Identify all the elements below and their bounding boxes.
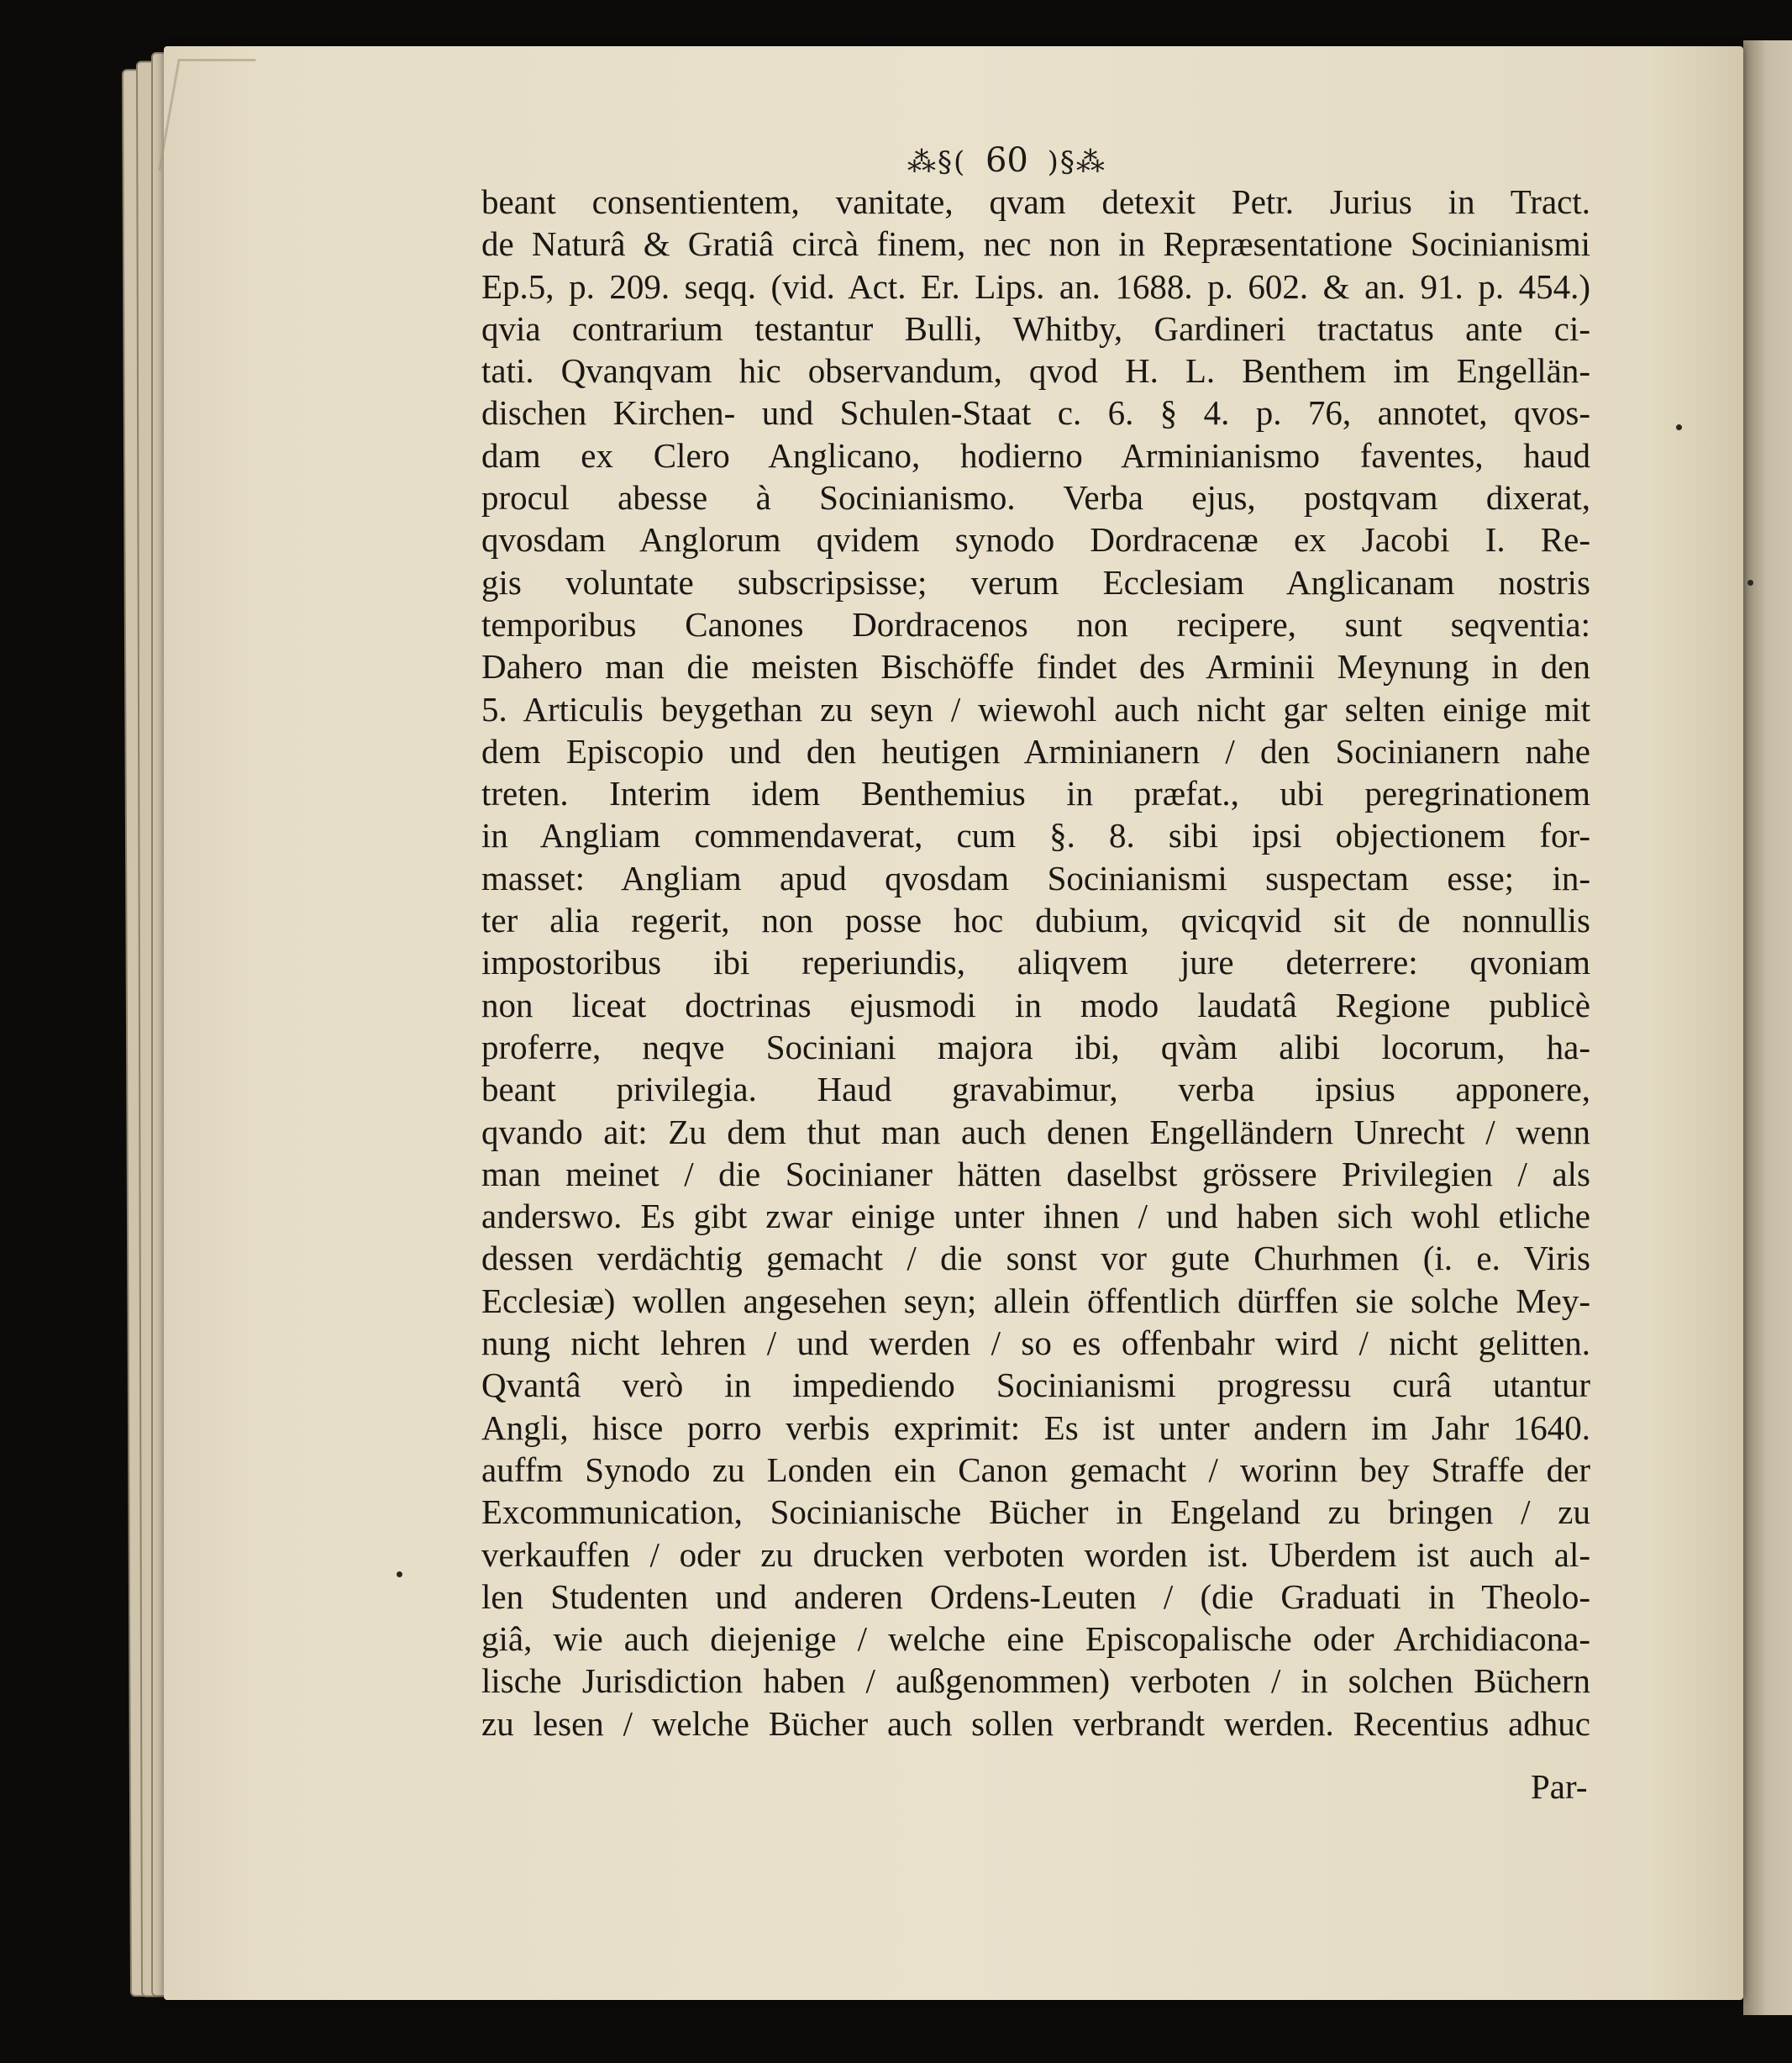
- text-line: 5. Articulis beygethan zu seyn / wiewohl auch nicht gar selten einige mit: [481, 689, 1590, 729]
- text-line: beant consentientem, vanitate, qvam detexit Petr. Jurius in Tract.: [481, 182, 1590, 221]
- page-header: [907, 141, 1106, 180]
- text-line: temporibus Canones Dordracenos non recipere, sunt seqventia:: [481, 604, 1590, 644]
- text-line: tati. Qvanqvam hic observandum, qvod H. L. Benthem im Engellän-: [481, 351, 1590, 391]
- text-line: dem Episcopio und den heutigen Arminianern / den Socinianern nahe: [481, 731, 1590, 771]
- text-line: de Naturâ & Gratiâ circà finem, nec non in Repræsentatione Socinianismi: [481, 224, 1590, 264]
- text-line: qvosdam Anglorum qvidem synodo Dordracenæ ex Jacobi I. Re-: [481, 520, 1590, 560]
- text-line: len Studenten und anderen Ordens-Leuten / (die Graduati in Theolo-: [481, 1576, 1590, 1616]
- ink-speck: [1747, 580, 1753, 586]
- text-line: Ep.5, p. 209. seqq. (vid. Act. Er. Lips. an. 1688. p. 602. & an. 91. p. 454.): [481, 266, 1590, 306]
- text-line: treten. Interim idem Benthemius in præfat., ubi peregrinationem: [481, 774, 1590, 813]
- text-line: giâ, wie auch diejenige / welche eine Episcopalische oder Archidiacona-: [481, 1619, 1590, 1659]
- text-line: beant privilegia. Haud gravabimur, verba ipsius apponere,: [481, 1070, 1590, 1109]
- text-line: Angli, hisce porro verbis exprimit: Es ist unter andern im Jahr 1640.: [481, 1408, 1590, 1447]
- text-line: dischen Kirchen- und Schulen-Staat c. 6. § 4. p. 76, annotet, qvos-: [481, 393, 1590, 433]
- text-line: auffm Synodo zu Londen ein Canon gemacht / worinn bey Straffe der: [481, 1450, 1590, 1489]
- text-line: Ecclesiæ) wollen angesehen seyn; allein öffentlich dürffen sie solche Mey-: [481, 1281, 1590, 1320]
- text-line: qvando ait: Zu dem thut man auch denen Engelländern Unrecht / wenn: [481, 1112, 1590, 1151]
- header-ornament-left: ⁂§(: [907, 145, 967, 179]
- text-line: masset: Angliam apud qvosdam Socinianismi suspectam esse; in-: [481, 858, 1590, 897]
- text-line: qvia contrarium testantur Bulli, Whitby, Gardineri tractatus ante ci-: [481, 308, 1590, 348]
- text-line: dam ex Clero Anglicano, hodierno Arminianismo faventes, haud: [481, 435, 1590, 475]
- ink-speck: [397, 1571, 402, 1577]
- body-text: [481, 181, 1590, 1745]
- text-line: Qvantâ verò in impediendo Socinianismi progressu curâ utantur: [481, 1366, 1590, 1405]
- header-ornament-right: )§⁂: [1047, 145, 1106, 179]
- text-line: lische Jurisdiction haben / außgenommen) verboten / in solchen Büchern: [481, 1661, 1590, 1701]
- text-line: anderswo. Es gibt zwar einige unter ihnen / und haben sich wohl etliche: [481, 1197, 1590, 1236]
- text-line: man meinet / die Socinianer hätten daselbst grössere Privilegien / als: [481, 1154, 1590, 1193]
- page-number: 60: [985, 141, 1028, 180]
- text-line: non liceat doctrinas ejusmodi in modo laudatâ Regione publicè: [481, 985, 1590, 1024]
- catchword: Par-: [1531, 1767, 1588, 1806]
- text-line: verkauffen / oder zu drucken verboten worden ist. Uberdem ist auch al-: [481, 1534, 1590, 1574]
- text-line: procul abesse à Socinianismo. Verba ejus, postqvam dixerat,: [481, 478, 1590, 518]
- text-line: impostoribus ibi reperiundis, aliqvem jure deterrere: qvoniam: [481, 943, 1590, 982]
- text-line: Dahero man die meisten Bischöffe findet des Arminii Meynung in den: [481, 647, 1590, 687]
- ink-speck: [1676, 424, 1682, 430]
- text-line: nung nicht lehren / und werden / so es offenbahr wird / nicht gelitten.: [481, 1324, 1590, 1363]
- facing-page-edge: [1743, 40, 1792, 2015]
- text-line: dessen verdächtig gemacht / die sonst vor gute Churhmen (i. e. Viris: [481, 1239, 1590, 1278]
- text-line: zu lesen / welche Bücher auch sollen verbrandt werden. Recentius adhuc: [481, 1703, 1590, 1743]
- text-line: proferre, neqve Sociniani majora ibi, qvàm alibi locorum, ha-: [481, 1027, 1590, 1066]
- text-line: in Angliam commendaverat, cum §. 8. sibi ipsi objectionem for-: [481, 816, 1590, 855]
- text-line: Excommunication, Socinianische Bücher in Engeland zu bringen / zu: [481, 1492, 1590, 1532]
- text-line: ter alia regerit, non posse hoc dubium, qvicqvid sit de nonnullis: [481, 901, 1590, 940]
- text-line: gis voluntate subscripsisse; verum Ecclesiam Anglicanam nostris: [481, 562, 1590, 602]
